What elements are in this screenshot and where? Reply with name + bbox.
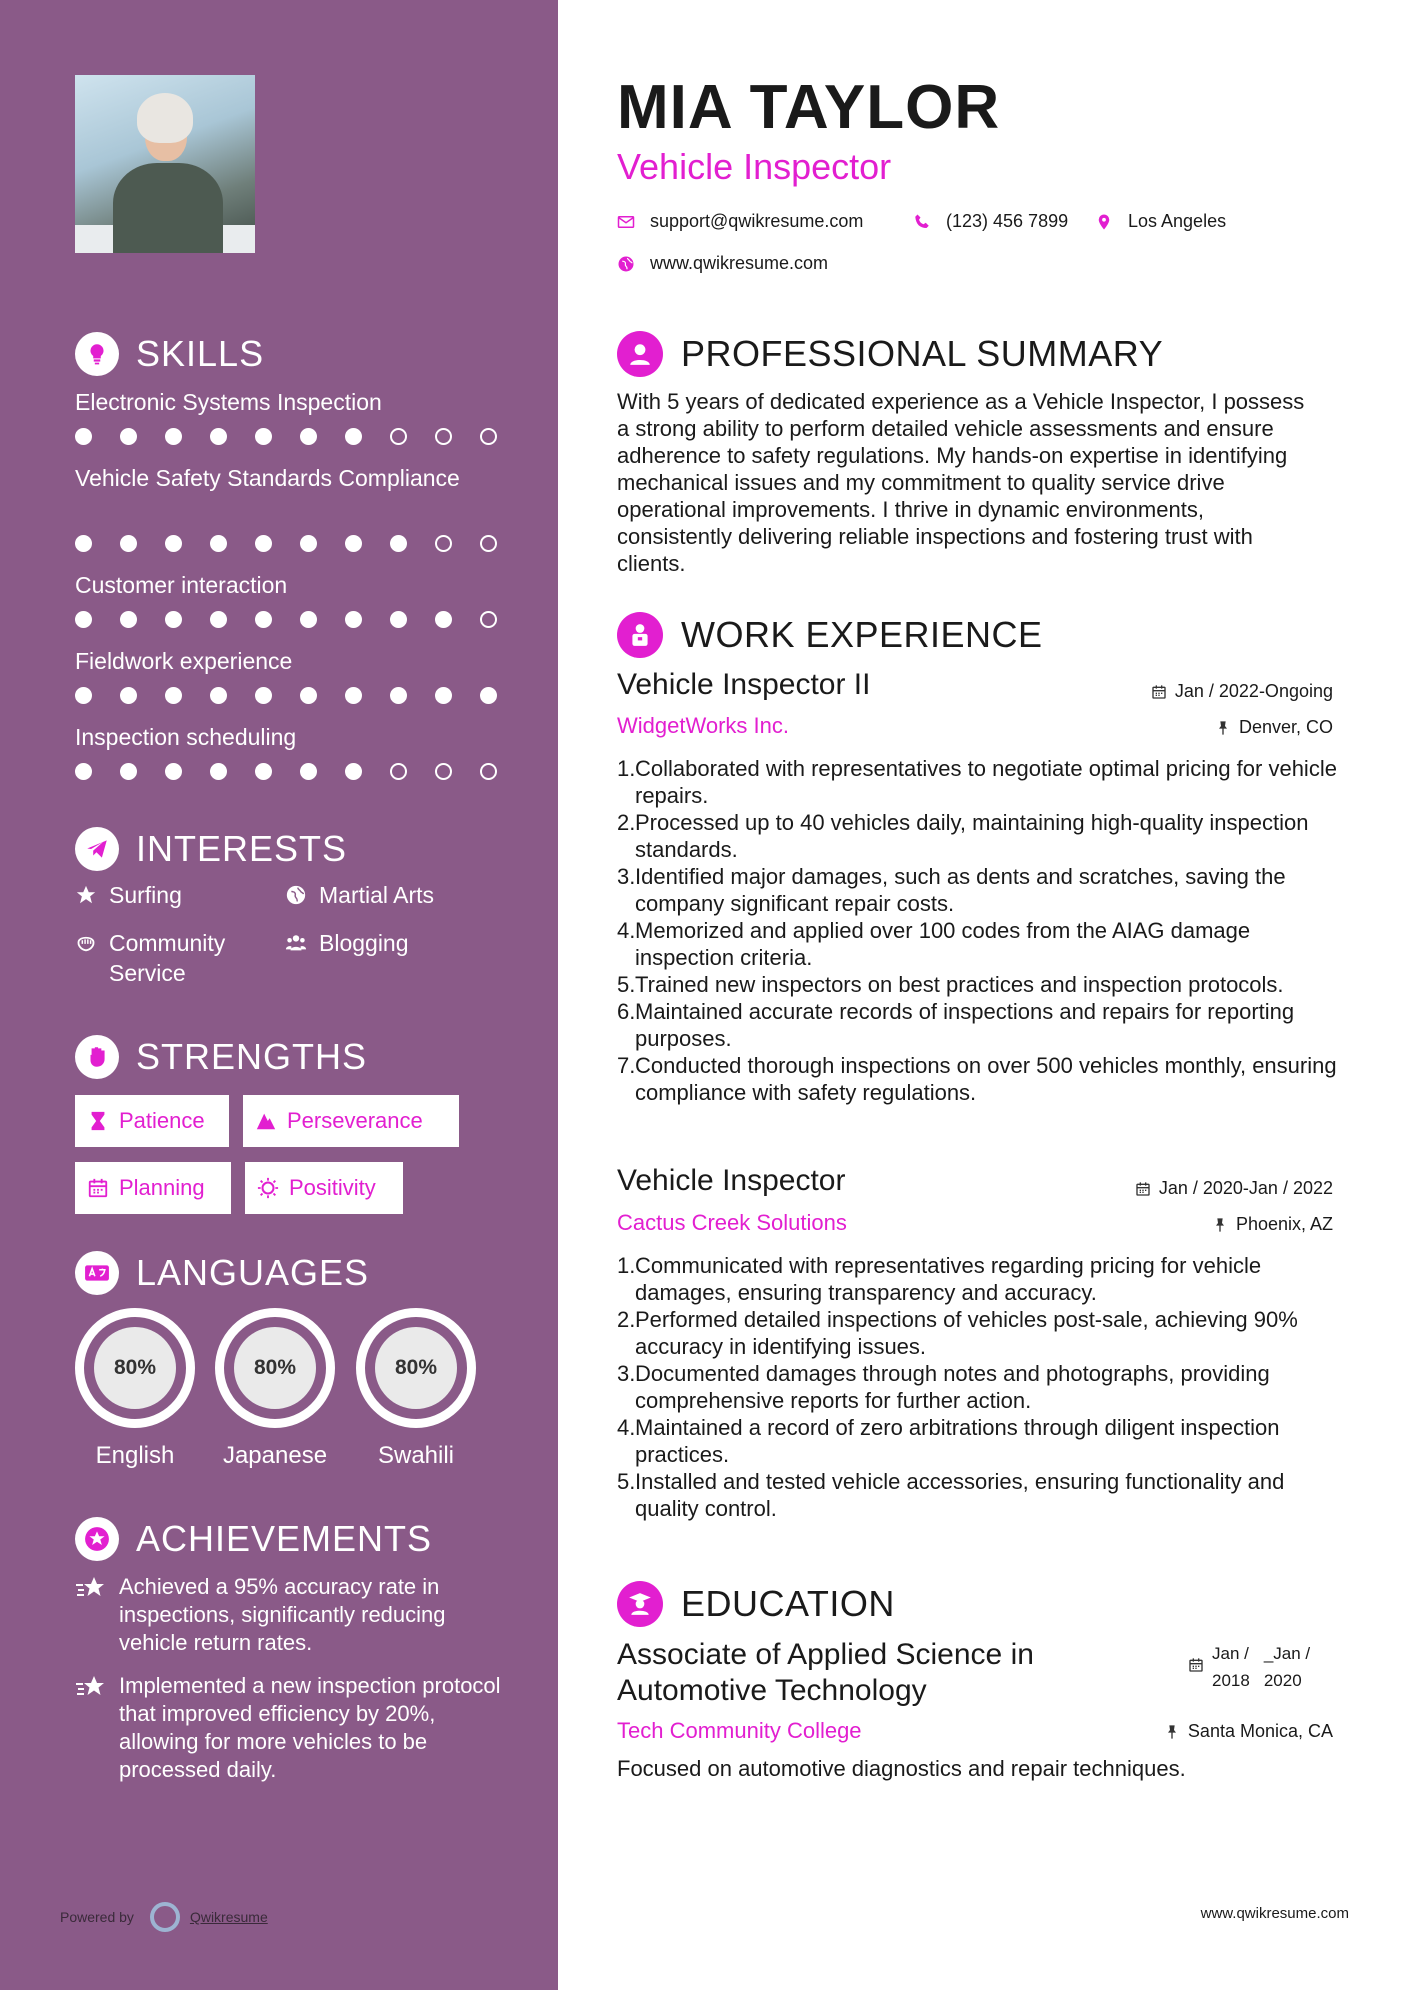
interests-heading <box>75 825 347 873</box>
list-item: 4. Memorized and applied over 100 codes from the AIAG damage inspection criteria. <box>617 917 1337 971</box>
skill-rating <box>75 428 525 445</box>
bullet-text: Trained new inspectors on best practices and inspection protocols. <box>635 972 1284 997</box>
list-item: 1. Collaborated with representatives to negotiate optimal pricing for vehicle repairs. <box>617 756 1337 808</box>
language-percent: 80% <box>375 1327 457 1409</box>
rating-dot <box>120 535 137 552</box>
job-date <box>1151 681 1333 702</box>
rating-dot <box>435 428 452 445</box>
skill-rating <box>75 763 525 780</box>
language-item <box>215 1308 335 1470</box>
list-item: 5. Installed and tested vehicle accessories, ensuring functionality and quality control. <box>617 1468 1337 1522</box>
bullet-text: Memorized and applied over 100 codes from the AIAG damage inspection criteria. <box>635 918 1251 970</box>
contact-email <box>617 211 863 232</box>
envelope-icon <box>617 213 635 231</box>
job-bullets <box>617 1252 1337 1522</box>
shooting-star-icon <box>75 1575 107 1603</box>
rating-dot <box>300 428 317 445</box>
hand-heart-icon <box>75 932 97 954</box>
education-location-text: Santa Monica, CA <box>1187 1721 1333 1741</box>
bullet-text: Documented damages through notes and photographs, providing comprehensive reports for further action. <box>635 1361 1270 1413</box>
list-item: 4. Maintained a record of zero arbitrations through diligent inspection practices. <box>617 1414 1337 1468</box>
strength-label: Planning <box>119 1175 205 1200</box>
strength-label: Patience <box>119 1108 205 1133</box>
qwikresume-logo-icon <box>150 1902 180 1932</box>
strengths-heading <box>75 1033 367 1081</box>
bullet-text: Installed and tested vehicle accessories, ensuring functionality and quality control. <box>635 1469 1285 1521</box>
list-item: 6. Maintained accurate records of inspections and repairs for reporting purposes. <box>617 998 1337 1052</box>
rating-dot <box>120 428 137 445</box>
hourglass-icon <box>87 1110 109 1132</box>
rating-dot <box>255 535 272 552</box>
strength-badge <box>243 1095 459 1147</box>
interest-item <box>285 880 434 910</box>
list-item: 2. Processed up to 40 vehicles daily, maintaining high-quality inspection standards. <box>617 809 1337 863</box>
fist-icon <box>75 1035 119 1079</box>
lightbulb-icon <box>75 332 119 376</box>
job-location <box>1212 1214 1333 1235</box>
summary-heading <box>617 331 1163 377</box>
rating-dot <box>390 763 407 780</box>
calendar-icon <box>1151 684 1167 700</box>
rating-dot <box>210 611 227 628</box>
skill-rating <box>75 611 525 628</box>
skill-name: Customer interaction <box>75 572 288 598</box>
achievement-item <box>75 1672 515 1784</box>
interest-item <box>75 928 275 988</box>
education-description: Focused on automotive diagnostics and repair techniques. <box>617 1756 1186 1781</box>
globe-icon <box>285 884 307 906</box>
language-name: Japanese <box>222 1442 328 1469</box>
contact-website <box>617 253 828 274</box>
skill-name: Electronic Systems Inspection <box>75 389 382 415</box>
mountain-flag-icon <box>255 1110 277 1132</box>
list-item: 7. Conducted thorough inspections on over 500 vehicles monthly, ensuring compliance with safety regulations. <box>617 1053 1337 1105</box>
bullet-text: Collaborated with representatives to negotiate optimal pricing for vehicle repairs. <box>635 756 1337 808</box>
language-ring <box>75 1308 195 1428</box>
rating-dot <box>210 428 227 445</box>
rating-dot <box>345 535 362 552</box>
company-name: Cactus Creek Solutions <box>617 1210 847 1235</box>
list-item: 2. Performed detailed inspections of vehicles post-sale, achieving 90% accuracy in identifying issues. <box>617 1306 1337 1360</box>
interest-label: Blogging <box>319 930 409 956</box>
globe-icon <box>617 255 635 273</box>
rating-dot <box>120 611 137 628</box>
skills-heading <box>75 330 264 378</box>
rating-dot <box>165 763 182 780</box>
sidebar <box>0 0 558 1990</box>
rating-dot <box>435 687 452 704</box>
rating-dot <box>165 535 182 552</box>
rating-dot <box>300 611 317 628</box>
skills-title: SKILLS <box>136 333 265 374</box>
job-date-text: Jan / 2020-Jan / 2022 <box>1158 1178 1333 1198</box>
strength-badge <box>75 1095 229 1147</box>
job-title: Vehicle Inspector II <box>617 668 871 701</box>
rating-dot <box>480 535 497 552</box>
location-text: Los Angeles <box>1128 211 1227 231</box>
rating-dot <box>345 428 362 445</box>
bullet-text: Communicated with representatives regarding pricing for vehicle damages, ensuring transparency and accuracy. <box>635 1253 1262 1305</box>
star-icon <box>75 884 97 906</box>
rating-dot <box>435 535 452 552</box>
interest-label: Community Service <box>109 930 226 986</box>
profile-photo <box>75 75 255 253</box>
user-icon <box>617 331 663 377</box>
rating-dot <box>480 763 497 780</box>
rating-dot <box>300 535 317 552</box>
rating-dot <box>390 687 407 704</box>
rating-dot <box>255 611 272 628</box>
bullet-text: Conducted thorough inspections on over 500 vehicles monthly, ensuring compliance with safety regulations. <box>635 1053 1337 1105</box>
rating-dot <box>210 535 227 552</box>
rating-dot <box>345 611 362 628</box>
contact-location <box>1095 211 1226 232</box>
rating-dot <box>75 535 92 552</box>
summary-text: With 5 years of dedicated experience as a Vehicle Inspector, I possess a strong ability to perform detailed vehicle assessments and ensure adherence to safety regulations. My hands-on expertise in identifying mechanical issues and my commitment to quality service drive operational improvements. I thrive in dynamic environments, consistently delivering reliable inspections and fostering trust with clients. <box>617 389 1305 576</box>
rating-dot <box>435 763 452 780</box>
achievement-text: Implemented a new inspection protocol that improved efficiency by 20%, allowing for more vehicles to be processed daily. <box>119 1673 501 1782</box>
strength-label: Perseverance <box>287 1108 423 1133</box>
rating-dot <box>300 687 317 704</box>
users-icon <box>285 932 307 954</box>
graduate-icon <box>617 1581 663 1627</box>
candidate-name: MIA TAYLOR <box>617 73 1001 142</box>
bullet-text: Maintained accurate records of inspections and repairs for reporting purposes. <box>635 999 1295 1051</box>
skill-rating <box>75 535 525 552</box>
rating-dot <box>210 687 227 704</box>
rating-dot <box>345 687 362 704</box>
summary-title: PROFESSIONAL SUMMARY <box>681 333 1164 374</box>
bullet-text: Processed up to 40 vehicles daily, maintaining high-quality inspection standards. <box>635 810 1309 862</box>
rating-dot <box>75 611 92 628</box>
translate-icon <box>75 1251 119 1295</box>
powered-by <box>60 1902 268 1932</box>
languages-title: LANGUAGES <box>136 1252 370 1293</box>
interest-item <box>75 880 182 910</box>
rating-dot <box>165 687 182 704</box>
achievements-heading <box>75 1515 432 1563</box>
strength-label: Positivity <box>289 1175 376 1200</box>
rating-dot <box>255 763 272 780</box>
language-percent: 80% <box>94 1327 176 1409</box>
list-item: 3. Documented damages through notes and photographs, providing comprehensive reports for further action. <box>617 1360 1337 1414</box>
strength-badge <box>245 1162 403 1214</box>
rating-dot <box>165 611 182 628</box>
job-location-text: Phoenix, AZ <box>1235 1214 1333 1234</box>
strengths-title: STRENGTHS <box>136 1036 368 1077</box>
degree-title: Associate of Applied Science in Automotive Technology <box>617 1638 1034 1707</box>
job-bullets <box>617 755 1337 1106</box>
interest-label: Martial Arts <box>319 882 435 908</box>
map-pin-icon <box>1095 213 1113 231</box>
language-name: English <box>95 1442 175 1469</box>
job-location-text: Denver, CO <box>1238 717 1333 737</box>
job-date-text: Jan / 2022-Ongoing <box>1174 681 1333 701</box>
experience-heading <box>617 612 1043 658</box>
experience-title: WORK EXPERIENCE <box>681 614 1043 655</box>
edu-end-month: _Jan / <box>1263 1644 1311 1663</box>
list-item: 3. Identified major damages, such as dents and scratches, saving the company significant repair costs. <box>617 863 1337 917</box>
rating-dot <box>480 428 497 445</box>
rating-dot <box>165 428 182 445</box>
rating-dot <box>390 535 407 552</box>
rating-dot <box>255 428 272 445</box>
edu-end-year: 2020 <box>1263 1671 1302 1690</box>
interest-label: Surfing <box>109 882 182 908</box>
strength-badge <box>75 1162 231 1214</box>
rating-dot <box>480 611 497 628</box>
rating-dot <box>435 611 452 628</box>
brand-link[interactable]: Qwikresume <box>189 1909 268 1925</box>
email-text[interactable]: support@qwikresume.com <box>650 211 864 231</box>
school-name: Tech Community College <box>617 1718 862 1743</box>
rating-dot <box>255 687 272 704</box>
rating-dot <box>75 428 92 445</box>
education-heading <box>617 1581 895 1627</box>
edu-start-month: Jan / <box>1212 1644 1249 1663</box>
phone-icon <box>913 213 931 231</box>
pushpin-icon <box>1215 720 1231 736</box>
list-item: 5. Trained new inspectors on best practices and inspection protocols. <box>617 972 1284 997</box>
rating-dot <box>210 763 227 780</box>
calendar-icon <box>87 1177 109 1199</box>
achievements-title: ACHIEVEMENTS <box>136 1518 433 1559</box>
language-ring <box>215 1308 335 1428</box>
job-date <box>1135 1178 1333 1199</box>
education-date <box>1188 1640 1324 1694</box>
company-name: WidgetWorks Inc. <box>617 713 789 738</box>
rating-dot <box>120 687 137 704</box>
pushpin-icon <box>1164 1724 1180 1740</box>
job-location <box>1215 717 1333 738</box>
language-item <box>356 1308 476 1470</box>
powered-by-label: Powered by <box>60 1909 134 1925</box>
achievement-text: Achieved a 95% accuracy rate in inspections, significantly reducing vehicle return rates. <box>119 1574 446 1655</box>
achievement-item <box>75 1573 515 1657</box>
rating-dot <box>390 611 407 628</box>
briefcase-user-icon <box>617 612 663 658</box>
rating-dot <box>345 763 362 780</box>
skill-name: Inspection scheduling <box>75 724 297 750</box>
calendar-icon <box>1188 1657 1204 1673</box>
education-location <box>1164 1721 1333 1742</box>
shooting-star-icon <box>75 1674 107 1702</box>
sun-icon <box>257 1177 279 1199</box>
language-percent: 80% <box>234 1327 316 1409</box>
contact-phone <box>913 211 1068 232</box>
language-item <box>75 1308 195 1470</box>
education-title: EDUCATION <box>681 1583 895 1624</box>
skill-rating <box>75 687 525 704</box>
list-item: 1. Communicated with representatives regarding pricing for vehicle damages, ensuring transparency and accuracy. <box>617 1252 1337 1306</box>
language-name: Swahili <box>377 1442 455 1469</box>
bullet-text: Identified major damages, such as dents and scratches, saving the company significant repair costs. <box>635 864 1286 916</box>
edu-start-year: 2018 <box>1212 1671 1250 1690</box>
skill-name: Fieldwork experience <box>75 648 293 674</box>
star-badge-icon <box>75 1517 119 1561</box>
paper-plane-icon <box>75 827 119 871</box>
candidate-title: Vehicle Inspector <box>617 146 892 187</box>
language-ring <box>356 1308 476 1428</box>
footer-url[interactable]: www.qwikresume.com <box>1200 1905 1349 1922</box>
job-title: Vehicle Inspector <box>617 1164 846 1197</box>
skill-name: Vehicle Safety Standards Compliance <box>75 465 460 491</box>
rating-dot <box>75 687 92 704</box>
rating-dot <box>390 428 407 445</box>
phone-text: (123) 456 7899 <box>946 211 1069 231</box>
pushpin-icon <box>1212 1217 1228 1233</box>
website-text[interactable]: www.qwikresume.com <box>650 253 829 273</box>
calendar-icon <box>1135 1181 1151 1197</box>
bullet-text: Performed detailed inspections of vehicles post-sale, achieving 90% accuracy in identifying issues. <box>635 1307 1298 1359</box>
interests-title: INTERESTS <box>136 828 348 869</box>
bullet-text: Maintained a record of zero arbitrations through diligent inspection practices. <box>635 1415 1280 1467</box>
languages-heading <box>75 1249 369 1297</box>
rating-dot <box>300 763 317 780</box>
rating-dot <box>120 763 137 780</box>
rating-dot <box>480 687 497 704</box>
interest-item <box>285 928 409 958</box>
rating-dot <box>75 763 92 780</box>
